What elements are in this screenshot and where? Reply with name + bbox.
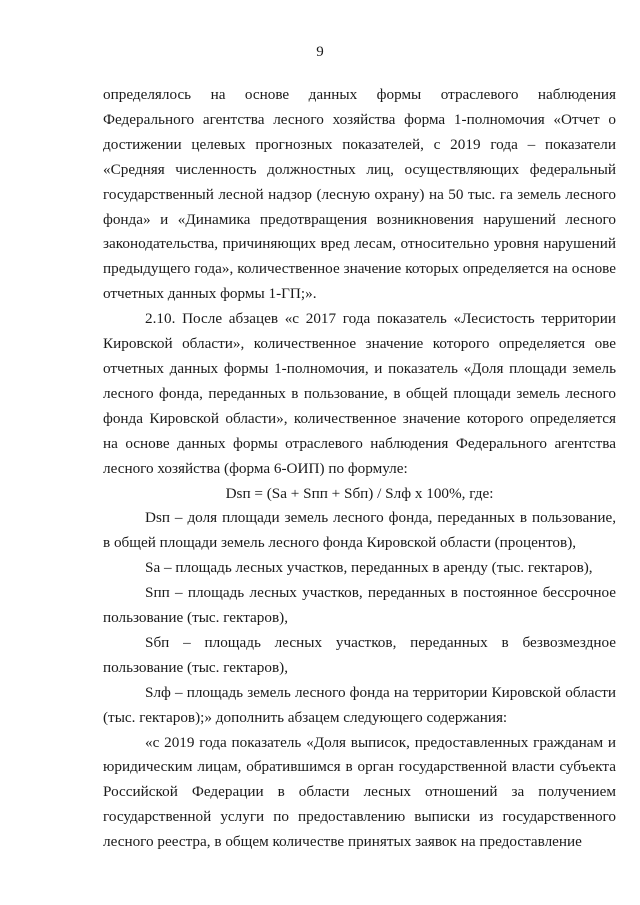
definition-dsp: Dsп – доля площади земель лесного фонда, переданных в пользование, в общей площади земель лесного фонда Кировской области (процентов),	[103, 509, 616, 552]
definition-sbp: Sбп – площадь лесных участков, переданных в безвозмездное пользование (тыс. гектаров),	[103, 633, 616, 676]
page-number: 9	[316, 44, 324, 60]
definition-sa: Sa – площадь лесных участков, переданных в аренду (тыс. гектаров),	[145, 559, 593, 577]
paragraph-2-10: 2.10. После абзацев «с 2017 года показатель «Лесистость территории Кировской области», количественное значение которого определяется ове отчетных данных формы 1-полномочия, и показатель «Доля площади земель лесного фонда, переданных в пользование, в общей площади земель лесного фонда Кировской области», количественное значение которого определяется на основе данных формы отраслевого наблюдения Федерального агентства лесного хозяйства (форма 6-ОИП) по формуле:	[103, 310, 616, 477]
document-body	[103, 83, 616, 855]
definition-spp: Sпп – площадь лесных участков, переданных в постоянное бессрочное пользование (тыс. гектаров),	[103, 584, 616, 627]
definition-slf: Sлф – площадь земель лесного фонда на территории Кировской области (тыс. гектаров);» дополнить абзацем следующего содержания:	[103, 683, 616, 726]
paragraph-continuation: определялось на основе данных формы отраслевого наблюдения Федерального агентства лесного хозяйства форма 1-полномочия «Отчет о достижении целевых прогнозных показателей, с 2019 года – показатели «Средняя численность должностных лиц, осуществляющих федеральный государственный лесной надзор (лесную охрану) на 50 тыс. га земель лесного фонда» и «Динамика предотвращения возникновения нарушений лесного законодательства, причиняющих вред лесам, относительно уровня нарушений предыдущего года», количественное значение которых определяется на основе отчетных данных формы 1-ГП;».	[103, 86, 616, 303]
paragraph-2019-indicator: «с 2019 года показатель «Доля выписок, предоставленных гражданам и юридическим лицам, обратившимся в орган государственной власти субъекта Российской Федерации в области лесных отношений за получением государственной услуги по предоставлению выписки из государственного лесного реестра, в общем количестве принятых заявок на предоставление	[103, 733, 616, 851]
formula: Dsп = (Sa + Sпп + Sбп) / Sлф х 100%, где:	[225, 484, 494, 502]
